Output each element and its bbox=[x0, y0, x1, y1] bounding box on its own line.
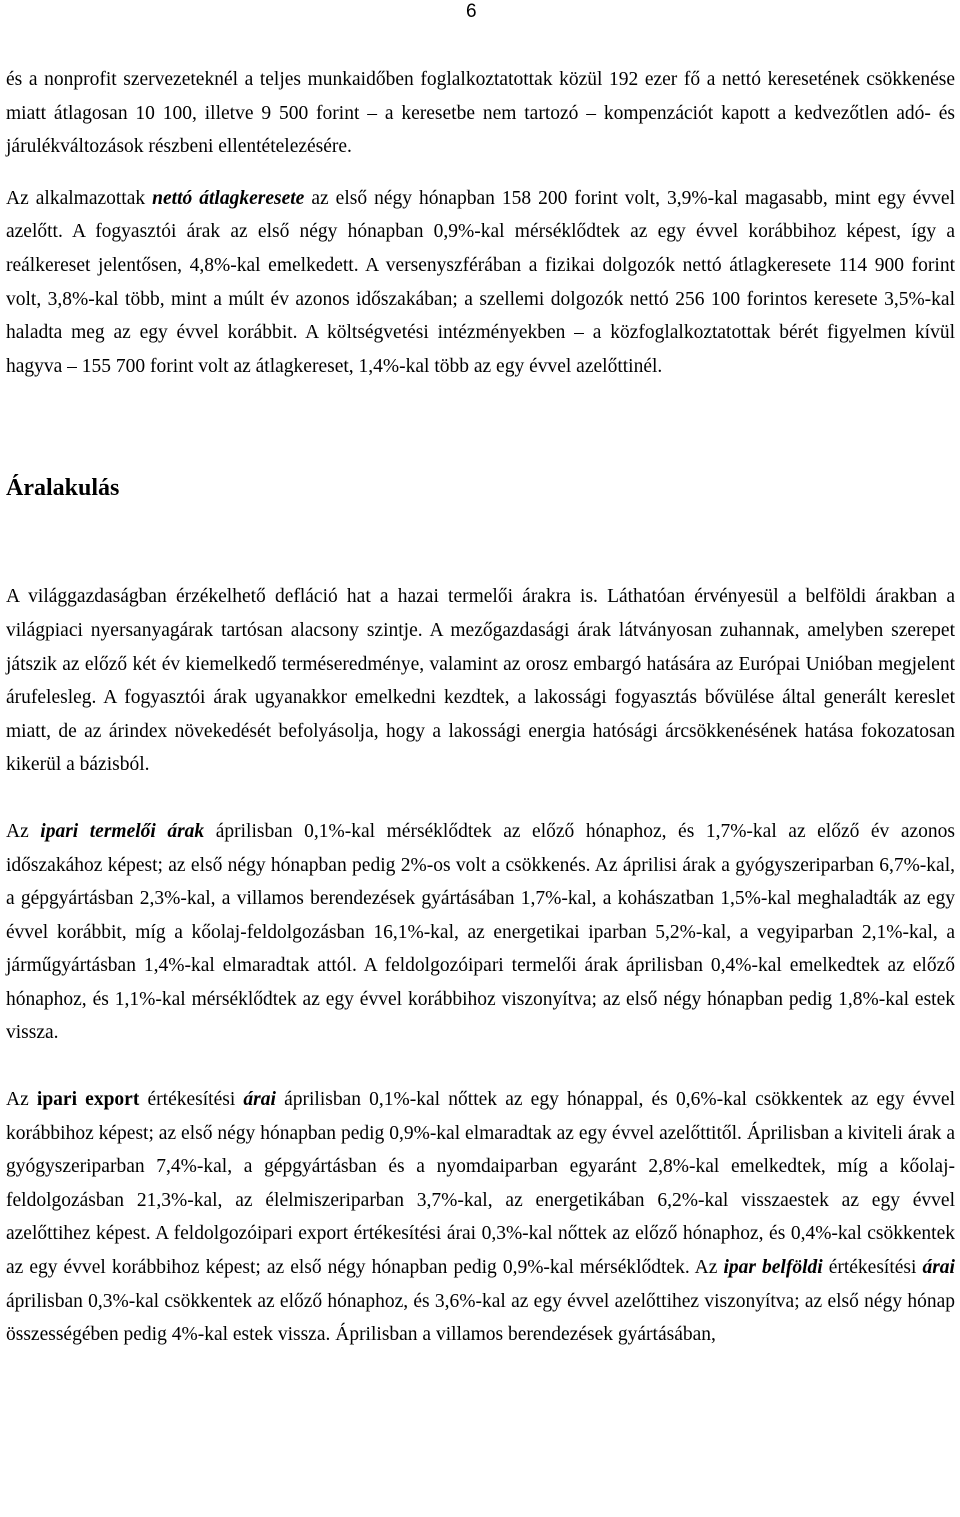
emphasis-prices: árai bbox=[922, 1257, 955, 1279]
paragraph-price-trends: A világgazdaságban érzékelhető defláció hat a hazai termelői árakra is. Láthatóan érvényesül a belföldi árakban a világpiaci nyersanyagárak tartósan alacsony szintje. A mezőgazdasági árak látványosan zuhannak, amelyben szerepet játszik az előző két év kiemelkedő terméseredménye, valamint az orosz embargó hatására az Európai Unióban megjelent árufelesleg. A fogyasztói árak ugyanakkor emelkedni kezdtek, a lakossági fogyasztás bővülése által generált kereslet miatt, de az árindex növekedését befolyásolja, hogy a lakossági energia hatósági árcsökkenésének hatása fokozatosan kikerül a bázisból. bbox=[6, 586, 955, 776]
text-run: Az bbox=[6, 1089, 37, 1111]
text-run: Az bbox=[6, 820, 41, 842]
emphasis-industrial-producer-prices: ipari termelői árak bbox=[40, 820, 205, 842]
emphasis-prices: árai bbox=[243, 1089, 276, 1111]
paragraph-nonprofit-compensation: és a nonprofit szervezeteknél a teljes munkaidőben foglalkoztatottak közül 192 ezer fő a nettó keresetének csökkenése miatt átlagosan 10 100, illetve 9 500 forint – a keresetbe nem tartozó – kompenzációt kapott a kedvezőtlen adó- és járulékváltozások részbeni ellentételezésére. bbox=[6, 69, 955, 158]
section-heading: Áralakulás bbox=[6, 475, 120, 502]
paragraph-industrial-producer-prices bbox=[6, 815, 955, 1050]
emphasis-net-average-earnings: nettó átlagkeresete bbox=[152, 187, 305, 209]
text-run: értékesítési bbox=[139, 1089, 244, 1111]
text-run: az első négy hónapban 158 200 forint volt, 3,9%-kal magasabb, mint egy évvel azelőtt. A fogyasztói árak az első négy hónapban 0,9%-kal mérséklődtek az egy évvel korábbihoz képest, így a reálkereset jelentősen, 4,8%-kal emelkedett. A versenyszférában a fizikai dolgozók nettó átlagkeresete 114 900 forint volt, 3,8%-kal több, mint a múlt év azonos időszakában; a szellemi dolgozók nettó 256 100 forintos keresete 3,5%-kal haladta meg az egy évvel korábbit. A költségvetési intézményekben – a közfoglalkoztatottak bérét figyelmen kívül hagyva – 155 700 forint volt az átlagkereset, 1,4%-kal több az egy évvel azelőttinél. bbox=[6, 187, 956, 377]
text-run: áprilisban 0,1%-kal mérséklődtek az előző hónaphoz, és 1,7%-kal az előző év azonos időszakához képest; az első négy hónapban pedig 2%-os volt a csökkenés. Az áprilisi árak a gyógyszeriparban 6,7%-kal, a gépgyártásban 2,3%-kal, a villamos berendezések gyártásában 1,7%-kal, a kohászatban 1,5%-kal meghaladták az egy évvel korábbit, míg a kőolaj-feldolgozásban 16,1%-kal, az energetikai iparban 5,2%-kal, a vegyiparban 2,1%-kal, a járműgyártásban 1,4%-kal elmaradtak attól. A feldolgozóipari termelői árak áprilisban 0,4%-kal emelkedtek az előző hónaphoz, és 1,1%-kal mérséklődtek az egy évvel korábbihoz viszonyítva; az első négy hónapban pedig 1,8%-kal estek vissza. bbox=[6, 820, 955, 1044]
text-run: áprilisban 0,3%-kal csökkentek az előző hónaphoz, és 3,6%-kal az egy évvel azelőttihez viszonyítva; az első négy hónap összességében pedig 4%-kal estek vissza. Áprilisban a villamos berendezések gyártásában, bbox=[6, 1290, 955, 1346]
text-run: áprilisban 0,1%-kal nőttek az egy hónappal, és 0,6%-kal csökkentek az egy évvel korábbihoz képest; az első négy hónapban pedig 0,9%-kal elmaradtak az egy évvel azelőttitől. Áprilisban a kiviteli árak a gyógyszeriparban 7,4%-kal, a gépgyártásban és a nyomdaiparban egyaránt 2,8%-kal emelkedtek, míg a kőolaj-feldolgozásban 21,3%-kal, az élelmiszeriparban 3,7%-kal, az energetikában 6,2%-kal visszaestek az egy évvel azelőttihez képest. A feldolgozóipari export értékesítési árai 0,3%-kal nőttek az előző hónaphoz, és 0,4%-kal csökkentek az egy évvel korábbihoz képest; az első négy hónapban pedig 0,9%-kal mérséklődtek. Az bbox=[6, 1089, 956, 1279]
paragraph-earnings bbox=[6, 182, 955, 384]
paragraph-industrial-export-prices bbox=[6, 1083, 955, 1352]
emphasis-industrial-export: ipari export bbox=[36, 1089, 140, 1111]
text-run: Az alkalmazottak bbox=[6, 187, 153, 209]
page-number: 6 bbox=[466, 1, 477, 22]
emphasis-domestic-industry: ipar belföldi bbox=[723, 1257, 823, 1279]
text-run: értékesítési bbox=[822, 1257, 923, 1279]
document-body bbox=[6, 63, 955, 1352]
